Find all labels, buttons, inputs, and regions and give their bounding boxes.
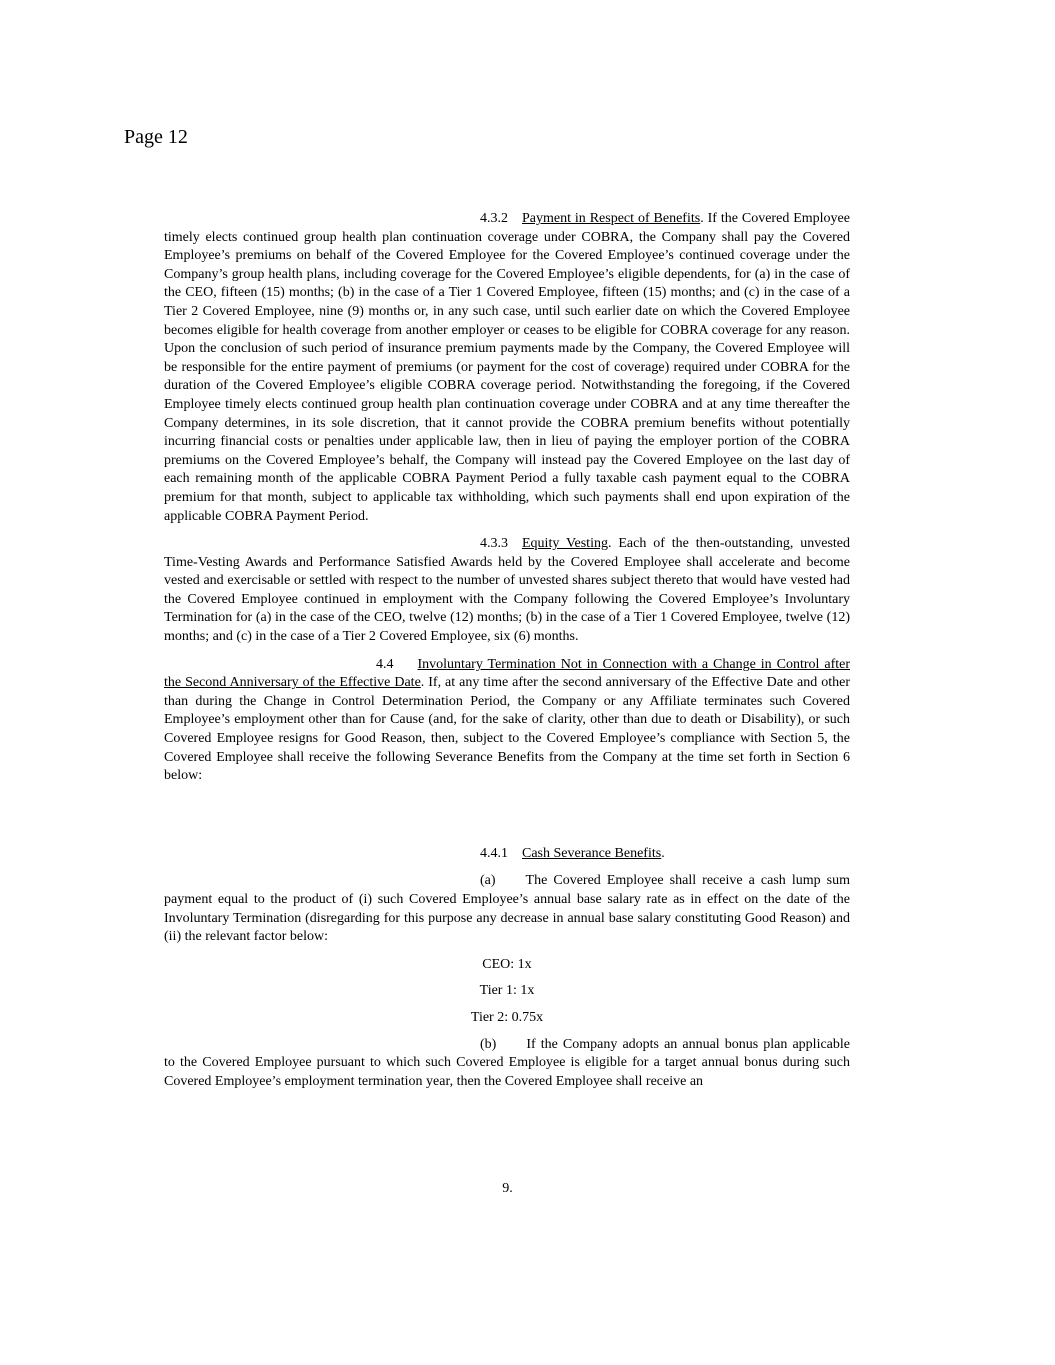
document-body [164,210,850,1100]
subsection-text: If the Company adopts an annual bonus plan applicable to the Covered Employee pursuant to which such Covered Employee is eligible for a target annual bonus during such Covered Employee’s employment termination year, then the Covered Employee shall receive an [164,1036,850,1089]
section-4-4 [164,656,850,786]
section-number: 4.4 [376,656,394,672]
section-number: 4.3.3 [480,536,508,552]
section-text: . If, at any time after the second anniversary of the Effective Date and other than during the Change in Control Determination Period, the Company or any Affiliate terminates such Covered Employee’s employment other than for Cause (and, for the sake of clarity, other than due to death or Disability), or such Covered Employee resigns for Good Reason, then, subject to the Covered Employee’s compliance with Section 5, the Covered Employee shall receive the following Severance Benefits from the Company at the time set forth in Section 6 below: [164,675,851,784]
section-4-3-3 [164,535,850,647]
section-4-3-2 [164,210,850,526]
section-4-4-1-b [164,1036,850,1092]
section-number: 4.3.2 [480,211,508,226]
factor-tier-2: Tier 2: 0.75x [470,1009,544,1025]
section-number: 4.4.1 [480,845,508,861]
factor-tier-1: Tier 1: 1x [479,983,535,999]
subsection-label: (b) [480,1036,497,1052]
section-text: . [661,845,665,861]
section-heading: Equity Vesting [522,536,608,552]
section-4-4-1-a [164,872,850,946]
page-number: 9. [502,1181,513,1196]
section-heading: Involuntary Termination Not in Connection with a Change in Control after the Second Anniversary of the Effective Date [164,656,850,691]
subsection-label: (a) [480,873,496,889]
section-heading: Cash Severance Benefits [522,845,662,861]
subsection-text: The Covered Employee shall receive a cash lump sum payment equal to the product of (i) such Covered Employee’s annual base salary rate as in effect on the date of the Involuntary Termination (disregarding for this purpose any decrease in annual base salary constituting Good Reason) and (ii) the relevant factor below: [164,873,850,945]
section-text: . Each of the then-outstanding, unvested Time-Vesting Awards and Performance Satisfied Awards held by the Covered Employee shall accelerate and become vested and exercisable or settled with respect to the number of unvested shares subject thereto that would have vested had the Covered Employee continued in employment with the Company following the Covered Employee’s Involuntary Termination for (a) in the case of the CEO, twelve (12) months; (b) in the case of a Tier 1 Covered Employee, twelve (12) months; and (c) in the case of a Tier 2 Covered Employee, six (6) months. [164,536,851,645]
factor-ceo: CEO: 1x [482,956,532,972]
section-4-4-1 [164,845,850,864]
section-text: . If the Covered Employee timely elects continued group health plan continuation coverage under COBRA, the Company shall pay the Covered Employee’s premiums on behalf of the Covered Employee for the Covered Employee’s continued coverage under the Company’s group health plans, including coverage for the Covered Employee’s eligible dependents, for (a) in the case of the CEO, fifteen (15) months; (b) in the case of a Tier 1 Covered Employee, fifteen (15) months; and (c) in the case of a Tier 2 Covered Employee, nine (9) months or, in any such case, until such earlier date on which the Covered Employee becomes eligible for health coverage from another employer or ceases to be eligible for COBRA coverage for any reason. Upon the conclusion of such period of insurance premium payments made by the Company, the Covered Employee will be responsible for the entire payment of premiums (or payment for the cost of coverage) required under COBRA for the duration of the Covered Employee’s eligible COBRA coverage period. Notwithstanding the foregoing, if the Covered Employee timely elects continued group health plan continuation coverage under COBRA and at any time thereafter the Company determines, in its sole discretion, that it cannot provide the COBRA premium benefits without potentially incurring financial costs or penalties under applicable law, then in lieu of paying the employer portion of the COBRA premiums on the Covered Employee’s behalf, the Company will instead pay the Covered Employee on the last day of each remaining month of the applicable COBRA Payment Period a fully taxable cash payment equal to the COBRA premium for that month, subject to applicable tax withholding, which such payments shall end upon expiration of the applicable COBRA Payment Period. [164,211,850,524]
section-heading: Payment in Respect of Benefits [522,211,701,226]
page-label: Page 12 [124,126,188,148]
